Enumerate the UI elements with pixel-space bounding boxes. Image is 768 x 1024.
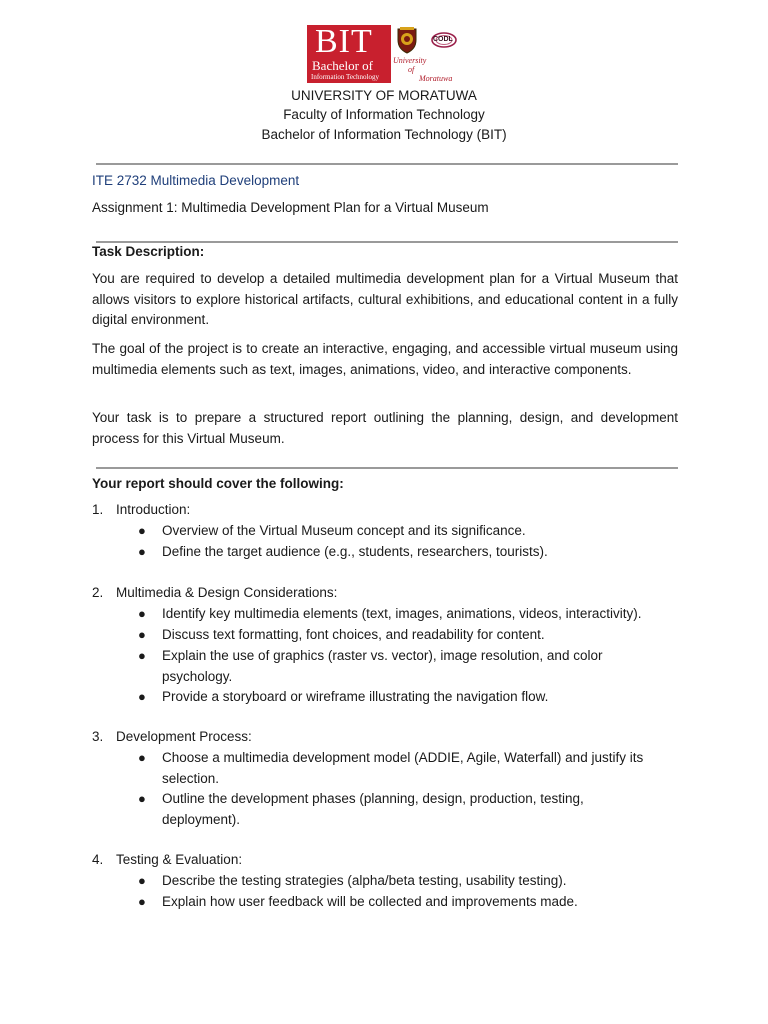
- bit-logo-line1: Bachelor of: [312, 58, 374, 73]
- section-number: 3.: [92, 729, 104, 744]
- degree-name: Bachelor of Information Technology (BIT): [261, 127, 507, 142]
- section-number: 2.: [92, 585, 104, 600]
- assignment-title: Assignment 1: Multimedia Development Plan for a Virtual Museum: [92, 200, 489, 215]
- list-item: Overview of the Virtual Museum concept and its significance.: [162, 523, 526, 538]
- section-number: 1.: [92, 502, 104, 517]
- section-title: Multimedia & Design Considerations:: [116, 585, 338, 600]
- list-item: Provide a storyboard or wireframe illustrating the navigation flow.: [162, 689, 549, 704]
- uom-line3: Moratuwa: [419, 74, 453, 83]
- bullet-icon: ●: [138, 873, 146, 888]
- list-item: Explain the use of graphics (raster vs. vector), image resolution, and color psychology.: [162, 648, 603, 684]
- bit-logo-line2: Information Technology: [311, 73, 380, 81]
- divider: [96, 163, 678, 165]
- cdol-logo-text: CODL: [433, 36, 453, 43]
- list-item: Choose a multimedia development model (ADDIE, Agile, Waterfall) and justify its selection.: [162, 750, 644, 786]
- uom-logo-text: [393, 56, 461, 84]
- bullet-icon: ●: [138, 523, 146, 538]
- bullet-icon: ●: [138, 750, 146, 765]
- bit-logo-title: BIT: [315, 23, 373, 60]
- section-number: 4.: [92, 852, 104, 867]
- course-title: ITE 2732 Multimedia Development: [92, 173, 300, 188]
- bit-logo: [307, 25, 391, 83]
- bullet-icon: ●: [138, 689, 146, 704]
- list-item: Discuss text formatting, font choices, and readability for content.: [162, 627, 545, 642]
- bullet-icon: ●: [138, 648, 146, 663]
- list-item: Describe the testing strategies (alpha/beta testing, usability testing).: [162, 873, 567, 888]
- section-title: Testing & Evaluation:: [116, 852, 243, 867]
- uom-line2: of: [408, 65, 415, 74]
- divider: [96, 467, 678, 469]
- section-title: Development Process:: [116, 729, 252, 744]
- bullet-icon: ●: [138, 627, 146, 642]
- uom-line1: University: [393, 56, 427, 65]
- task-paragraph: Your task is to prepare a structured report outlining the planning, design, and development process for this Virtual Museum.: [92, 410, 678, 446]
- section-title: Introduction:: [116, 502, 191, 517]
- bullet-icon: ●: [138, 606, 146, 621]
- faculty-name: Faculty of Information Technology: [283, 107, 485, 122]
- task-paragraph: You are required to develop a detailed multimedia development plan for a Virtual Museum that allows visitors to explore historical artifacts, cultural exhibitions, and educational content in a fully digital environment.: [92, 271, 678, 327]
- task-paragraph: The goal of the project is to create an interactive, engaging, and accessible virtual museum using multimedia elements such as text, images, animations, video, and interactive components.: [92, 341, 678, 377]
- university-name: UNIVERSITY OF MORATUWA: [291, 88, 477, 103]
- bullet-icon: ●: [138, 544, 146, 559]
- bullet-icon: ●: [138, 791, 146, 806]
- bullet-icon: ●: [138, 894, 146, 909]
- list-item: Explain how user feedback will be collected and improvements made.: [162, 894, 578, 909]
- list-item: Outline the development phases (planning, design, production, testing, deployment).: [162, 791, 584, 827]
- cdol-logo: [430, 31, 458, 49]
- university-crest-icon: [396, 26, 418, 54]
- task-heading: Task Description:: [92, 244, 205, 259]
- list-item: Identify key multimedia elements (text, images, animations, videos, interactivity).: [162, 606, 642, 621]
- list-item: Define the target audience (e.g., students, researchers, tourists).: [162, 544, 548, 559]
- report-heading: Your report should cover the following:: [92, 476, 344, 491]
